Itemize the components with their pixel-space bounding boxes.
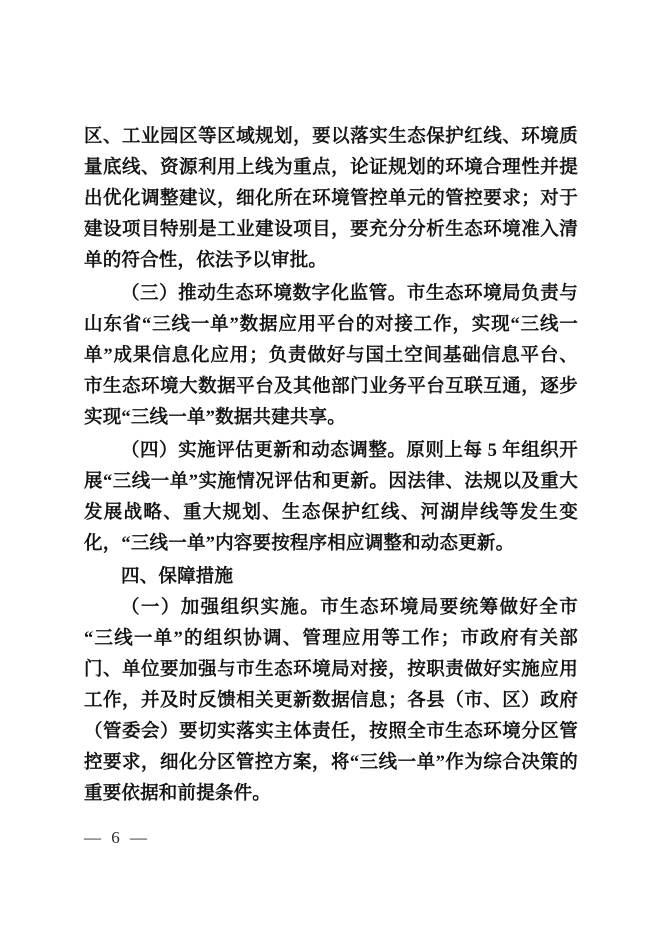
paragraph [84, 591, 578, 810]
section-heading [84, 560, 578, 591]
paragraph-text: 市生态环境局要统筹做好全市“三线一单”的组织协调、管理应用等工作；市政府有关部门、单位要加强与市生态环境局对接，按职责做好实施应用工作，并及时反馈相关更新数据信息；各县（市、区）政府（管委会）要切实落实主体责任，按照全市生态环境分区管控要求，细化分区管控方案，将“三线一单”作为综合决策的重要依据和前提条件。 [84, 598, 578, 804]
paragraph-lead: （四）实施评估更新和动态调整。 [121, 439, 407, 460]
paragraph-text: 市生态环境局负责与山东省“三线一单”数据应用平台的对接工作，实现“三线一单”成果信息化应用；负责做好与国土空间基础信息平台、市生态环境大数据平台及其他部门业务平台互联互通，逐步实现“三线一单”数据共建共享。 [84, 284, 578, 428]
document-body-text [84, 122, 578, 810]
paragraph [84, 434, 578, 560]
paragraph [84, 122, 578, 277]
paragraph [84, 277, 578, 434]
paragraph-lead: （三）推动生态环境数字化监管。 [121, 282, 407, 303]
page-number-footer: — 6 — [84, 828, 150, 847]
section-heading-text: 四、保障措施 [121, 565, 234, 586]
paragraph-text: 区、工业园区等区域规划，要以落实生态保护红线、环境质量底线、资源利用上线为重点，论证规划的环境合理性并提出优化调整建议，细化所在环境管控单元的管控要求；对于建设项目特别是工业建设项目，要充分分析生态环境准入清单的符合性，依法予以审批。 [84, 127, 578, 271]
paragraph-text: 原则上每 5 年组织开展“三线一单”实施情况评估和更新。因法律、法规以及重大发展战略、重大规划、生态保护红线、河湖岸线等发生变化，“三线一单”内容要按程序相应调整和动态更新。 [84, 441, 578, 554]
paragraph-lead: （一）加强组织实施。 [121, 596, 321, 617]
